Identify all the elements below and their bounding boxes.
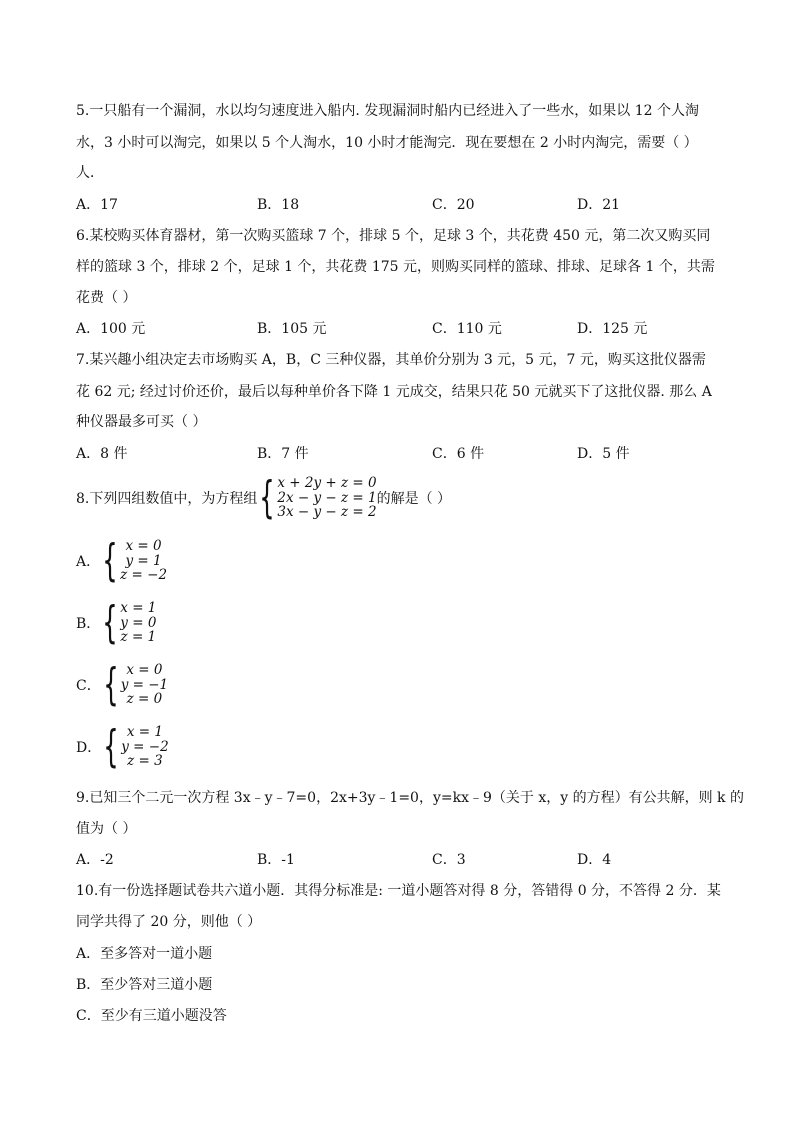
q5-option-a: A．17 (76, 197, 118, 213)
q6-option-a: A．100 元 (76, 321, 146, 337)
q8-c-eq-2: y = −1 (120, 676, 169, 693)
q5-line-1: 5.一只船有一个漏洞，水以均匀速度进入船内. 发现漏洞时船内已经进入了一些水，如果以 12 个人淘 (76, 103, 699, 119)
q10-line-1: 10.有一份选择题试卷共六道小题．其得分标准是: 一道小题答对得 8 分，答错得 0 分，不答得 2 分．某 (76, 883, 721, 899)
q8-a-eq-3: z = −2 (120, 567, 168, 584)
q7-line-3: 种仪器最多可买（ ） (76, 414, 207, 430)
q7-option-a: A．8 件 (76, 446, 128, 462)
q6-options (76, 319, 736, 339)
q5-option-d: D．21 (577, 197, 621, 213)
q5-option-c: C．20 (432, 197, 475, 213)
q8-c-eq-1: x = 0 (126, 662, 163, 679)
q5-options (76, 195, 736, 215)
q8-option-a-system (100, 535, 168, 586)
q10-option-a: A．至多答对一道小题 (76, 946, 213, 962)
q6-line-3: 花费（ ） (76, 290, 137, 306)
q8-equation-system (257, 472, 377, 523)
q8-option-c-system (101, 659, 169, 710)
q7-line-2: 花 62 元; 经过讨价还价，最后以每种单价各下降 1 元成交，结果只花 50 元就买下了这批仪器. 那么 A (76, 384, 712, 400)
q6-option-c: C．110 元 (432, 321, 502, 337)
q10-option-c: C．至少有三道小题没答 (76, 1008, 227, 1024)
q9-line-1: 9.已知三个二元一次方程 3x﹣y﹣7=0，2x+3y﹣1=0，y=kx﹣9（关于 x，y 的方程）有公共解，则 k 的 (76, 790, 744, 806)
q8-eq-1: x + 2y + z = 0 (277, 475, 377, 492)
q8-option-a-label: A． (76, 554, 101, 570)
q8-a-eq-2: y = 1 (125, 552, 162, 569)
q8-d-eq-3: z = 3 (127, 753, 163, 770)
brace-icon: { (102, 597, 118, 648)
q6-option-b: B．105 元 (257, 321, 327, 337)
q7-option-b: B．7 件 (257, 446, 309, 462)
q5-option-b: B．18 (257, 197, 300, 213)
q9-option-b: B．-1 (257, 852, 295, 868)
q8-b-eq-2: y = 0 (120, 614, 157, 631)
q8-eq-2: 2x − y − z = 1 (277, 489, 377, 506)
q7-line-1: 7.某兴趣小组决定去市场购买 A，B，C 三种仪器，其单价分别为 3 元，5 元，7 元，购买这批仪器需 (76, 352, 706, 368)
q8-option-c (76, 659, 169, 710)
brace-icon: { (103, 721, 119, 772)
q8-eq-3: 3x − y − z = 2 (277, 504, 377, 521)
q7-option-d: D．5 件 (577, 446, 630, 462)
q5-line-3: 人． (76, 165, 104, 181)
q7-option-c: C．6 件 (432, 446, 485, 462)
q8-option-d-system (101, 721, 169, 772)
q9-option-c: C．3 (432, 852, 466, 868)
brace-icon: { (259, 472, 276, 523)
q5-line-2: 水，3 小时可以淘完，如果以 5 个人淘水，10 小时才能淘完．现在要想在 2 小时内淘完，需要（ ） (76, 135, 698, 151)
q8-suffix: 的解是（ ） (376, 491, 452, 507)
q8-stem (76, 472, 452, 523)
q8-option-b-system (100, 597, 157, 648)
q8-d-eq-2: y = −2 (121, 738, 169, 755)
q7-options (76, 444, 736, 464)
q9-option-a: A．-2 (76, 852, 114, 868)
q8-b-eq-1: x = 1 (120, 600, 157, 617)
q8-c-eq-3: z = 0 (126, 691, 163, 708)
q8-option-b-label: B． (76, 616, 101, 632)
q9-line-2: 值为（ ） (76, 821, 137, 837)
q8-option-d-label: D． (76, 740, 102, 756)
q10-option-b: B．至少答对三道小题 (76, 977, 213, 993)
q8-b-eq-3: z = 1 (120, 629, 157, 646)
q8-a-eq-1: x = 0 (125, 538, 162, 555)
q8-prefix: 8.下列四组数值中，为方程组 (76, 491, 258, 507)
q8-d-eq-1: x = 1 (126, 724, 163, 741)
q6-option-d: D．125 元 (577, 321, 648, 337)
q8-option-d (76, 721, 169, 772)
q6-line-2: 样的篮球 3 个，排球 2 个，足球 1 个，共花费 175 元，则购买同样的篮球、排球、足球各 1 个，共需 (76, 259, 715, 275)
q9-option-d: D．4 (577, 852, 612, 868)
q10-line-2: 同学共得了 20 分，则他（ ） (76, 914, 262, 930)
q8-option-a (76, 535, 168, 586)
q8-option-b (76, 597, 157, 648)
q6-line-1: 6.某校购买体育器材，第一次购买篮球 7 个，排球 5 个，足球 3 个，共花费 450 元，第二次又购买同 (76, 228, 711, 244)
brace-icon: { (103, 659, 119, 710)
brace-icon: { (102, 535, 118, 586)
q9-options (76, 850, 736, 870)
q8-option-c-label: C． (76, 678, 101, 694)
